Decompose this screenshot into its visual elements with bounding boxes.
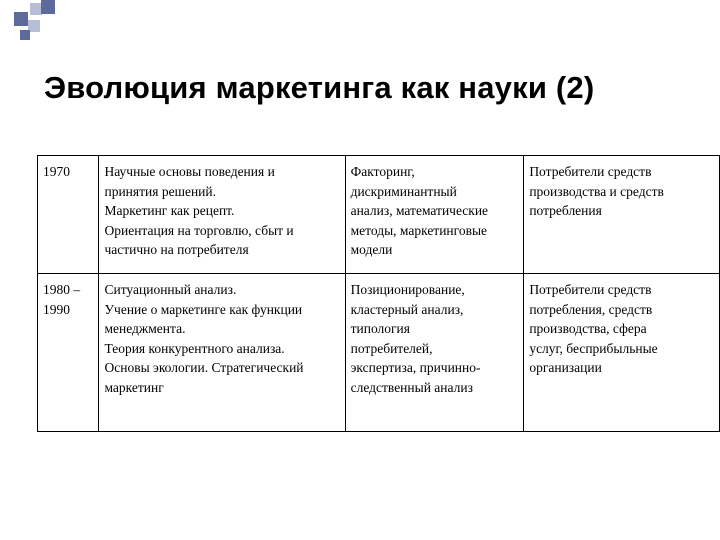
concept-line: маркетинг bbox=[104, 379, 164, 395]
concept-line: Ситуационный анализ. bbox=[104, 282, 237, 297]
page-title: Эволюция маркетинга как науки (2) bbox=[44, 70, 595, 105]
concept-line: Маркетинг как рецепт. bbox=[104, 203, 235, 218]
period-line: 1980 – bbox=[43, 282, 81, 297]
concept-line: принятия решений. bbox=[104, 183, 217, 199]
concept-line: Научные основы поведения и bbox=[104, 164, 275, 179]
method-line: следственный анализ bbox=[350, 379, 473, 395]
object-line: производства и средств bbox=[529, 183, 664, 199]
period-line: 1970 bbox=[43, 164, 70, 179]
deco-square-1 bbox=[14, 12, 28, 26]
concept-line: Учение о маркетинге как функции bbox=[104, 301, 303, 317]
concept-line: Основы экологии. Стратегический bbox=[104, 360, 304, 375]
method-line: кластерный анализ, bbox=[350, 301, 464, 317]
concept-line: менеджмента. bbox=[104, 321, 186, 336]
method-line: Позиционирование, bbox=[350, 282, 465, 297]
object-line: Потребители средств bbox=[529, 164, 652, 179]
methods-cell bbox=[345, 156, 524, 274]
object-line: организации bbox=[529, 360, 602, 375]
concept-line: Ориентация на торговлю, сбыт и bbox=[104, 222, 294, 238]
method-line: потребителей, bbox=[350, 340, 433, 356]
method-line: методы, маркетинговые bbox=[350, 222, 488, 238]
method-line: анализ, математические bbox=[350, 203, 489, 218]
object-line: Потребители средств bbox=[529, 282, 652, 297]
method-line: дискриминантный bbox=[350, 183, 457, 199]
period-cell bbox=[38, 274, 99, 432]
concept-line: частично на потребителя bbox=[104, 242, 249, 257]
deco-square-5 bbox=[20, 30, 30, 40]
objects-cell bbox=[524, 156, 720, 274]
corner-decoration bbox=[0, 0, 60, 45]
object-line: потребления, средств bbox=[529, 301, 653, 317]
method-line: типология bbox=[350, 321, 410, 336]
object-line: производства, сфера bbox=[529, 321, 647, 336]
method-line: модели bbox=[350, 242, 393, 257]
evolution-table bbox=[37, 155, 720, 432]
table-row bbox=[38, 156, 720, 274]
period-cell bbox=[38, 156, 99, 274]
concept-line: Теория конкурентного анализа. bbox=[104, 340, 285, 356]
deco-square-3 bbox=[41, 0, 55, 14]
methods-cell bbox=[345, 274, 524, 432]
objects-cell bbox=[524, 274, 720, 432]
object-line: потребления bbox=[529, 203, 602, 218]
period-line: 1990 bbox=[43, 301, 70, 317]
concepts-cell bbox=[99, 156, 345, 274]
method-line: экспертиза, причинно- bbox=[350, 360, 481, 375]
table-row bbox=[38, 274, 720, 432]
object-line: услуг, бесприбыльные bbox=[529, 340, 658, 356]
method-line: Факторинг, bbox=[350, 164, 415, 179]
concepts-cell bbox=[99, 274, 345, 432]
